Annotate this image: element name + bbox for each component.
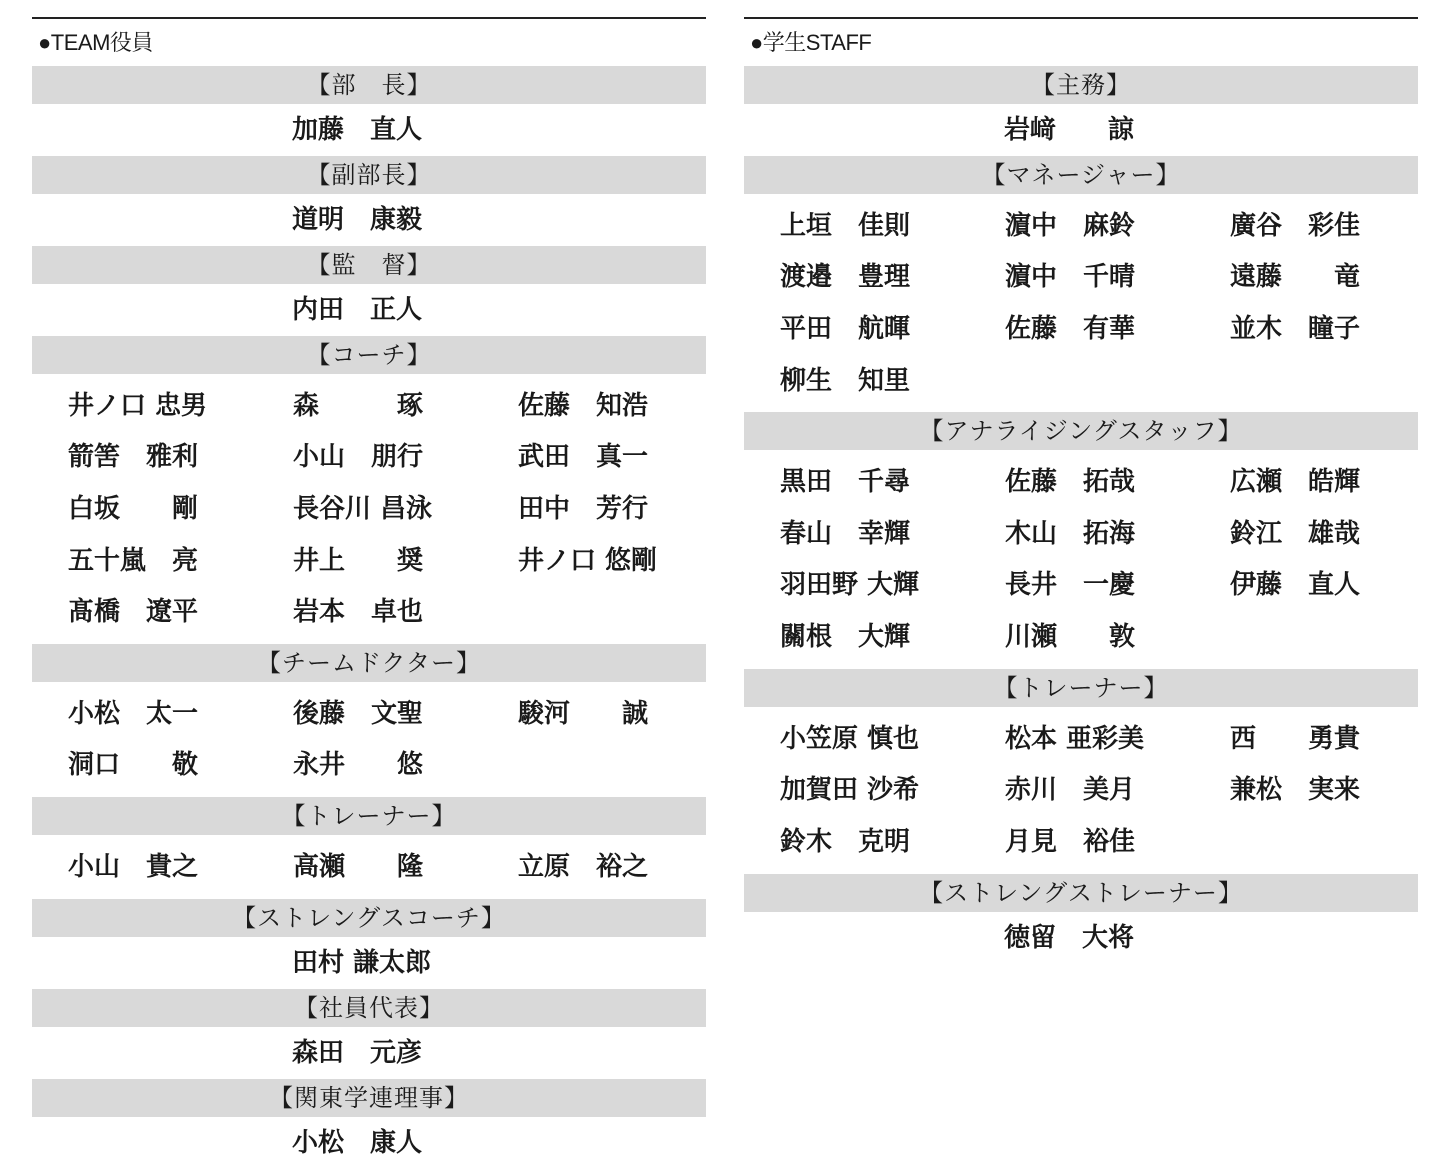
name-row (32, 284, 706, 336)
section-header: 【関東学連理事】 (32, 1079, 706, 1117)
name-cell (32, 380, 257, 432)
person-name: 兼松 実来 (1230, 775, 1361, 806)
name-cell (482, 483, 706, 535)
name-grid (744, 450, 1418, 668)
person-name: 洞口 敬 (68, 750, 199, 781)
section-header: 【ストレングストレーナー】 (744, 874, 1418, 912)
person-name: 小山 朋行 (293, 442, 424, 473)
name-row (744, 104, 1418, 156)
name-cell (1194, 560, 1418, 612)
person-name: 永井 悠 (293, 750, 424, 781)
name-cell (257, 841, 482, 893)
name-cell (1194, 508, 1418, 560)
person-name: 井上 奨 (293, 545, 424, 576)
section-header: 【部 長】 (32, 66, 706, 104)
person-name: 五十嵐 亮 (68, 545, 199, 576)
name-grid (32, 682, 706, 797)
person-name: 並木 瞳子 (1230, 313, 1361, 344)
person-name: 佐藤 知浩 (518, 390, 649, 421)
name-cell (969, 200, 1194, 252)
name-cell (969, 611, 1194, 663)
person-name: 伊藤 直人 (1230, 570, 1361, 601)
name-cell (969, 560, 1194, 612)
name-cell (482, 380, 706, 432)
name-cell (744, 252, 969, 304)
name-cell (744, 200, 969, 252)
section-header: 【ストレングスコーチ】 (32, 899, 706, 937)
person-name: 春山 幸輝 (780, 518, 911, 549)
name-cell (257, 380, 482, 432)
person-name: 立原 裕之 (518, 851, 649, 882)
person-name: 小松 康人 (292, 1127, 423, 1158)
person-name: 鈴木 克明 (780, 826, 911, 857)
person-name: 後藤 文聖 (293, 698, 424, 729)
name-cell (32, 688, 257, 740)
person-name: 井ノ口 悠剛 (518, 545, 658, 576)
section-header: 【社員代表】 (32, 989, 706, 1027)
name-grid (32, 374, 706, 644)
person-name: 佐藤 拓哉 (1005, 467, 1136, 498)
section-header: 【トレーナー】 (744, 669, 1418, 707)
person-name: 赤川 美月 (1005, 775, 1136, 806)
name-row (32, 194, 706, 246)
name-cell (32, 535, 257, 587)
name-grid (744, 194, 1418, 412)
name-row (32, 104, 706, 156)
person-name: 白坂 剛 (68, 493, 199, 524)
name-cell (969, 252, 1194, 304)
section-header: 【アナライジングスタッフ】 (744, 412, 1418, 450)
person-name: 鈴江 雄哉 (1230, 518, 1361, 549)
name-grid (744, 707, 1418, 874)
section-header: 【マネージャー】 (744, 156, 1418, 194)
person-name: 岩本 卓也 (293, 597, 424, 628)
name-cell (1194, 200, 1418, 252)
person-name: 田中 芳行 (518, 493, 649, 524)
person-name: 加藤 直人 (292, 115, 423, 145)
name-cell (969, 713, 1194, 765)
name-cell (257, 483, 482, 535)
person-name: 羽田野 大輝 (780, 570, 920, 601)
person-name: 平田 航暉 (780, 313, 911, 344)
person-name: 駿河 誠 (518, 698, 649, 729)
team-officers-sections (32, 66, 706, 1169)
name-cell (744, 303, 969, 355)
name-cell (257, 535, 482, 587)
section-header: 【チームドクター】 (32, 644, 706, 682)
person-name: 濵中 麻鈴 (1005, 210, 1136, 241)
name-cell (744, 560, 969, 612)
person-name: 岩﨑 諒 (1004, 115, 1135, 145)
person-name: 内田 正人 (292, 295, 423, 325)
name-row (32, 1027, 706, 1079)
student-staff-sections (744, 66, 1418, 964)
person-name: 箭筈 雅利 (68, 442, 199, 473)
student-staff-title: ●学生STAFF (750, 30, 872, 55)
section-header: 【トレーナー】 (32, 797, 706, 835)
person-name: 小松 太一 (68, 698, 199, 729)
person-name: 道明 康毅 (292, 205, 423, 235)
name-cell (969, 456, 1194, 508)
name-cell (1194, 456, 1418, 508)
person-name: 廣谷 彩佳 (1230, 210, 1361, 241)
name-cell (1194, 252, 1418, 304)
name-cell (482, 841, 706, 893)
person-name: 武田 真一 (518, 442, 649, 473)
person-name: 關根 大輝 (780, 621, 911, 652)
person-name: 高瀬 隆 (293, 851, 424, 882)
person-name: 月見 裕佳 (1005, 826, 1136, 857)
person-name: 川瀬 敦 (1005, 621, 1136, 652)
name-cell (32, 586, 257, 638)
name-cell (744, 355, 969, 407)
name-cell (969, 764, 1194, 816)
name-grid (32, 835, 706, 899)
person-name: 木山 拓海 (1005, 518, 1136, 549)
person-name: 佐藤 有華 (1005, 313, 1136, 344)
section-header: 【主務】 (744, 66, 1418, 104)
person-name: 森 琢 (293, 390, 424, 421)
person-name: 小笠原 慎也 (780, 723, 920, 754)
name-row (744, 912, 1418, 964)
name-cell (1194, 303, 1418, 355)
name-cell (32, 432, 257, 484)
name-cell (32, 841, 257, 893)
name-cell (482, 535, 706, 587)
name-cell (32, 740, 257, 792)
student-staff-column (744, 17, 1418, 964)
person-name: 森田 元彦 (292, 1037, 423, 1068)
team-officers-column (32, 17, 706, 1169)
name-cell (744, 611, 969, 663)
name-cell (969, 816, 1194, 868)
section-header: 【副部長】 (32, 156, 706, 194)
person-name: 濵中 千晴 (1005, 262, 1136, 293)
person-name: 上垣 佳則 (780, 210, 911, 241)
person-name: 加賀田 沙希 (780, 775, 920, 806)
name-cell (257, 740, 482, 792)
person-name: 小山 貴之 (68, 851, 199, 882)
name-cell (257, 586, 482, 638)
person-name: 柳生 知里 (780, 365, 911, 396)
name-cell (257, 432, 482, 484)
person-name: 遠藤 竜 (1230, 262, 1361, 293)
name-row (32, 937, 706, 989)
person-name: 松本 亜彩美 (1005, 723, 1145, 754)
name-cell (32, 483, 257, 535)
person-name: 長井 一慶 (1005, 570, 1136, 601)
name-row (32, 1117, 706, 1169)
team-officers-title: ●TEAM役員 (38, 30, 153, 55)
name-cell (1194, 764, 1418, 816)
name-cell (482, 432, 706, 484)
name-cell (744, 508, 969, 560)
name-cell (744, 764, 969, 816)
person-name: 西 勇貴 (1230, 723, 1361, 754)
name-cell (257, 688, 482, 740)
person-name: 渡邉 豊理 (780, 262, 911, 293)
name-cell (482, 688, 706, 740)
person-name: 長谷川 昌泳 (293, 493, 433, 524)
person-name: 徳留 大将 (1004, 922, 1135, 953)
section-header: 【監 督】 (32, 246, 706, 284)
person-name: 広瀬 皓輝 (1230, 467, 1361, 498)
person-name: 髙橋 遼平 (68, 597, 199, 628)
name-cell (969, 303, 1194, 355)
name-cell (744, 456, 969, 508)
name-cell (1194, 713, 1418, 765)
person-name: 黒田 千尋 (780, 467, 911, 498)
section-header: 【コーチ】 (32, 336, 706, 374)
name-cell (744, 713, 969, 765)
name-cell (744, 816, 969, 868)
person-name: 井ノ口 忠男 (68, 390, 208, 421)
name-cell (969, 508, 1194, 560)
person-name: 田村 謙太郎 (292, 947, 432, 978)
